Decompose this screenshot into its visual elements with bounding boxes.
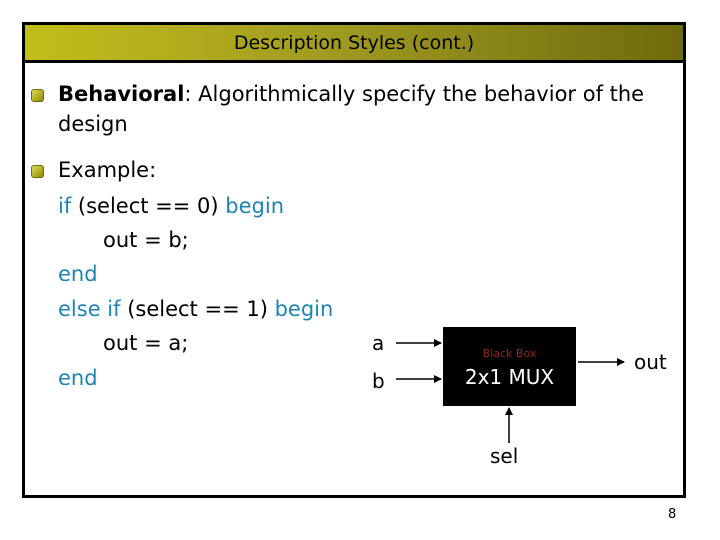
code-keyword-if: if xyxy=(58,194,72,218)
mux-black-box xyxy=(443,327,576,406)
black-box-caption: Black Box xyxy=(482,347,537,360)
page-number: 8 xyxy=(668,507,677,522)
code-line-2: out = b; xyxy=(103,228,189,252)
code-keyword-begin: begin xyxy=(225,194,285,218)
code-condition: (select == 1) xyxy=(120,297,275,321)
slide-title: Description Styles (cont.) xyxy=(25,25,683,63)
input-b-label: b xyxy=(372,369,385,393)
mux-label: 2x1 MUX xyxy=(464,365,555,389)
code-keyword-begin: begin xyxy=(274,297,334,321)
code-line-5: out = a; xyxy=(103,331,189,355)
example-label: Example: xyxy=(58,158,157,182)
behavioral-text-cont: design xyxy=(58,112,128,136)
code-condition: (select == 0) xyxy=(71,194,226,218)
behavioral-term: Behavioral xyxy=(58,82,185,106)
output-label: out xyxy=(634,350,667,374)
select-label: sel xyxy=(490,444,519,468)
code-keyword-else-if: else if xyxy=(58,297,121,321)
code-line-6: end xyxy=(58,366,98,390)
behavioral-text: : Algorithmically specify the behavior of the xyxy=(184,82,645,106)
code-line-3: end xyxy=(58,262,98,286)
input-a-label: a xyxy=(372,331,385,355)
